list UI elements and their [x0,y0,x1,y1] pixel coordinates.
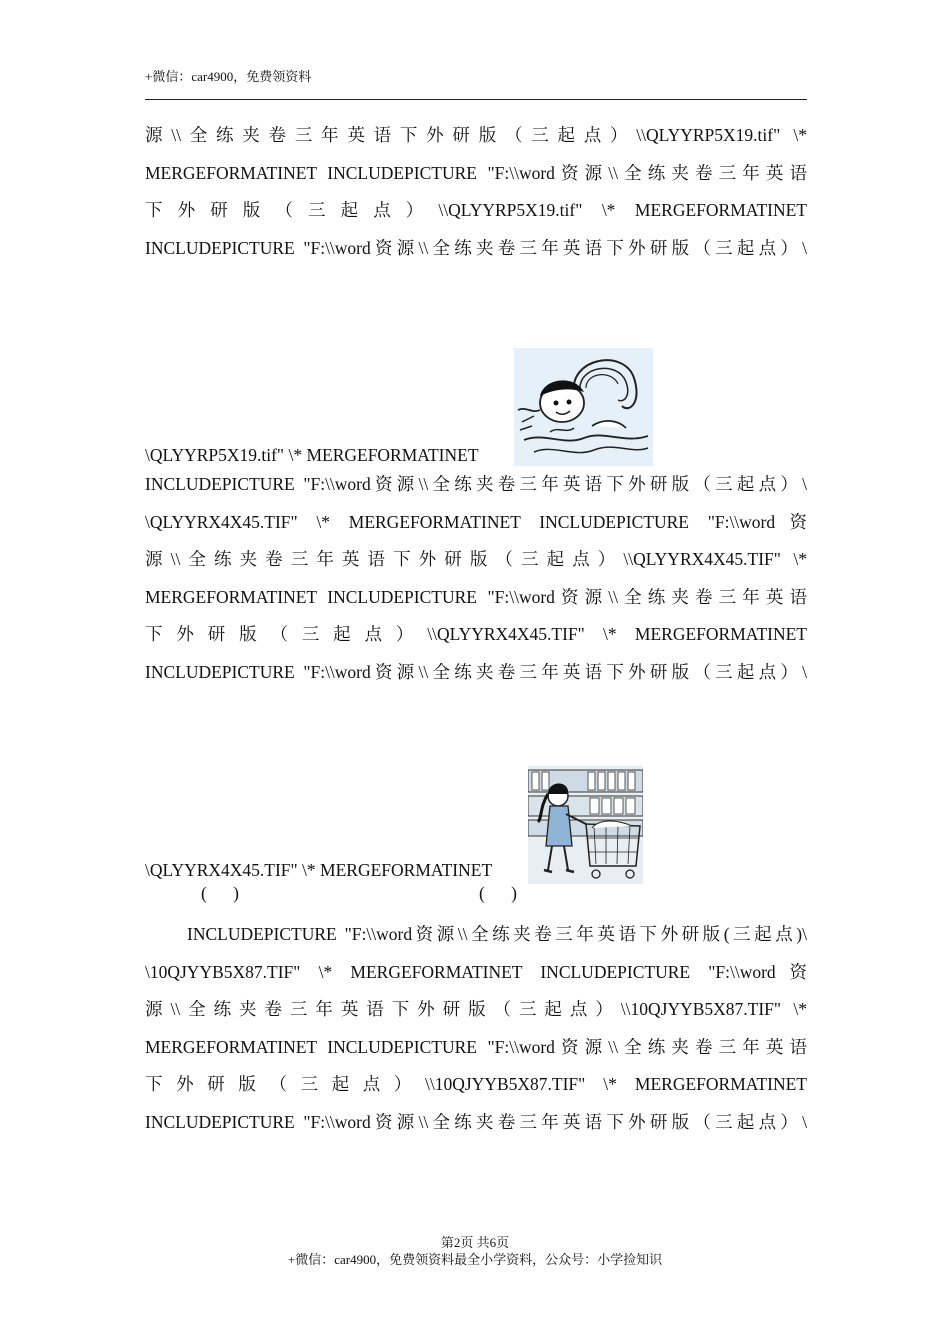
page-header: +微信：car4900，免费领资料 [145,69,312,84]
text-line: INCLUDEPICTURE "F:\\word资源\\全练夹卷三年英语下外研版（三起点）\ [145,474,807,494]
text-line: 下外研版（三起点）\\QLYYRX4X45.TIF" \* MERGEFORMATINET [145,624,807,644]
text-line: \QLYYRP5X19.tif" \* MERGEFORMATINET [145,445,479,465]
shopping-girl-picture [528,766,643,884]
text-line: \QLYYRX4X45.TIF" \* MERGEFORMATINET INCLUDEPICTURE "F:\\word资 [145,511,807,532]
text-line: INCLUDEPICTURE "F:\\word资源\\全练夹卷三年英语下外研版（三起点）\ [145,1111,807,1132]
picture-line [145,691,807,880]
text-line: \10QJYYB5X87.TIF" \* MERGEFORMATINET INCLUDEPICTURE "F:\\word资 [145,961,807,982]
text-line: INCLUDEPICTURE "F:\\word资源\\全练夹卷三年英语下外研版（三起点）\ [145,661,807,682]
answer-blank-left[interactable]: ( ) [201,883,239,903]
picture-line [145,267,807,466]
header-rule [145,99,807,100]
text-line: MERGEFORMATINET INCLUDEPICTURE "F:\\word资源\\全练夹卷三年英语 [145,162,807,183]
text-line: \QLYYRX4X45.TIF" \* MERGEFORMATINET [145,860,493,880]
swimmer-illustration-icon [514,348,653,466]
text-line: 源\\全练夹卷三年英语下外研版（三起点）\\QLYYRX4X45.TIF" \* [145,549,807,569]
text-line: 源\\全练夹卷三年英语下外研版（三起点）\\10QJYYB5X87.TIF" \* [145,999,807,1019]
shopping-girl-illustration-icon [528,766,643,884]
swimmer-picture [514,348,653,466]
text-line: INCLUDEPICTURE "F:\\word资源\\全练夹卷三年英语下外研版（三起点）\ [145,237,807,258]
text-line: MERGEFORMATINET INCLUDEPICTURE "F:\\word资源\\全练夹卷三年英语 [145,1036,807,1057]
text-line: 下外研版（三起点）\\QLYYRP5X19.tif" \* MERGEFORMATINET [145,200,807,220]
page-number: 第2页 共6页 [440,1235,510,1250]
footer-note: +微信：car4900，免费领资料最全小学资料，公众号：小学捡知识 [287,1252,663,1267]
text-line: 源\\全练夹卷三年英语下外研版（三起点）\\QLYYRP5X19.tif" \* [145,125,807,145]
text-line: 下外研版（三起点）\\10QJYYB5X87.TIF" \* MERGEFORMATINET [145,1074,807,1094]
text-line: INCLUDEPICTURE "F:\\word资源\\全练夹卷三年英语下外研版(三起点)\ [187,924,807,944]
answer-blank-right[interactable]: ( ) [479,883,517,903]
answer-row [145,877,807,916]
document-body [145,117,807,1141]
text-line: MERGEFORMATINET INCLUDEPICTURE "F:\\word资源\\全练夹卷三年英语 [145,586,807,607]
